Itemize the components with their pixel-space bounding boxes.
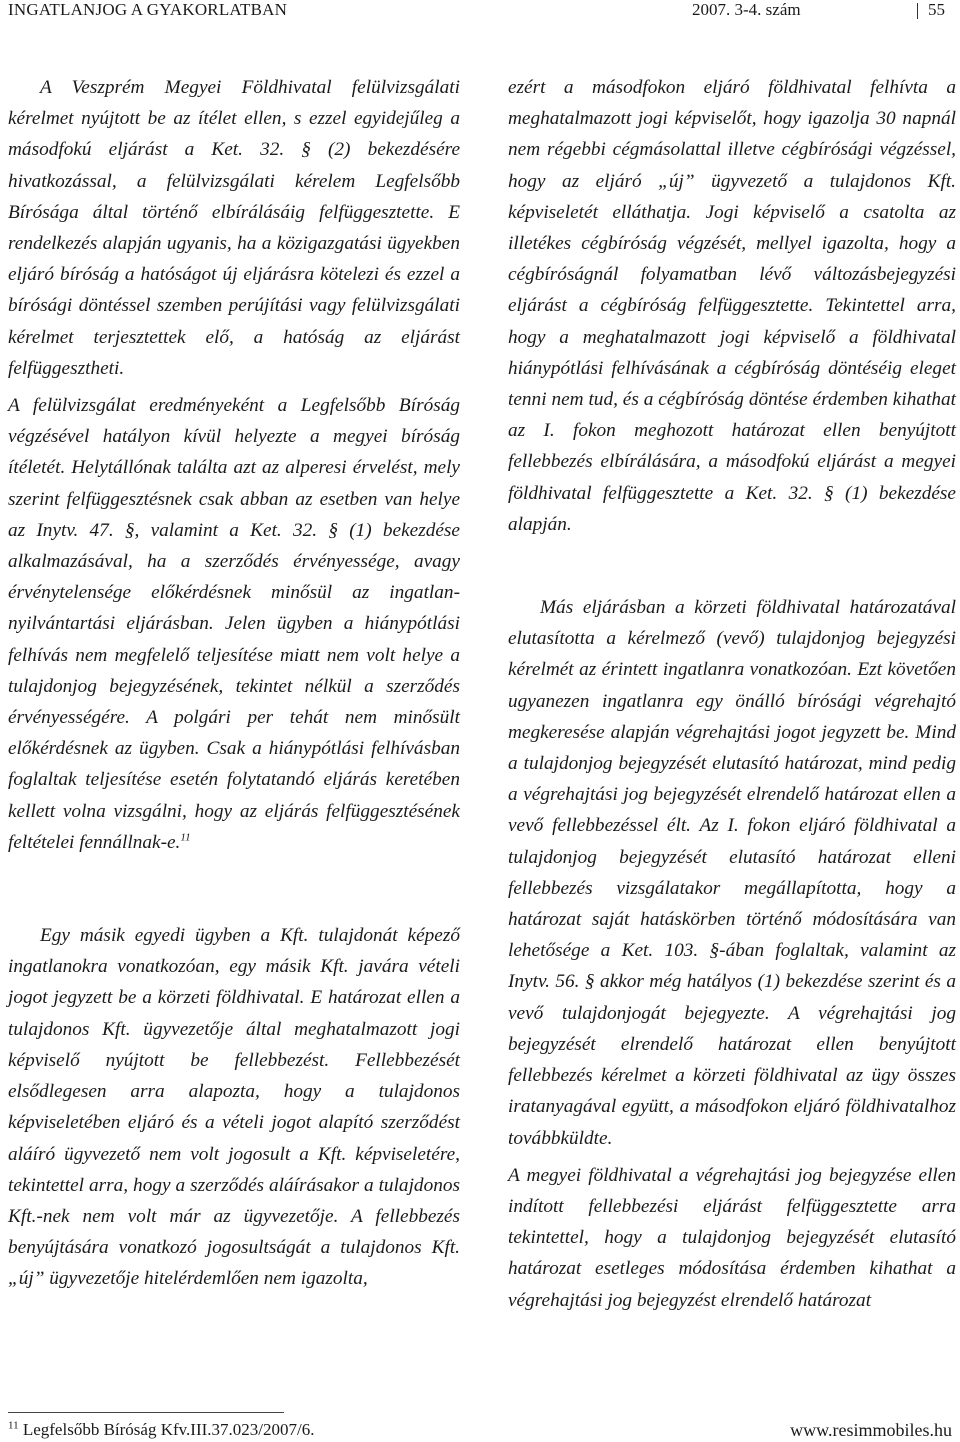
footnote-ref: 11 — [180, 831, 191, 844]
footnote — [8, 1420, 314, 1440]
right-paragraph-1: ezért a másodfokon eljáró földhivatal felhívta a meghatalmazott jogi képviselőt, hogy igazolja 30 napnál nem régebbi cégmásolattal illetve cégbírósági végzéssel, hogy az eljáró „új” ügyvezető a tulajdonos Kft. képviseletét elláthatja. Jogi képviselő a csatolta az illetékes cégbíróság végzését, mellyel igazolta, hogy a cégbíróságnál folyamatban lévő változásbejegyzési eljárást a cégbíróság felfüggesztette. Tekintettel arra, hogy a meghatalmazott jogi képviselő a földhivatal hiánypótlási felhívásának a cégbíróság döntéséig eleget tenni nem tud, és a cégbíróság döntése érdemben kihathat az I. fokon meghozott határozat ellen benyújtott fellebbezés elbírálására, a másodfokú eljárást a megyei földhivatal felfüggesztette a Ket. 32. § (1) bekezdése alapján. — [508, 77, 956, 535]
running-header — [8, 0, 952, 30]
left-paragraph-3: Egy másik egyedi ügyben a Kft. tulajdonát képező ingatlanokra vonatkozóan, egy másik Kft. javára vételi jogot jegyzett be a körzeti földhivatal. E határozat ellen a tulajdonos Kft. ügyvezetője által meghatalmazott jogi képviselő nyújtott be fellebbezést. Fellebbezését elsődlegesen arra alapozta, hogy a tulajdonos képviseletében eljáró és a vételi jogot alapító szerződést aláíró ügyvezető nem volt jogosult a Kft. képviseletére, tekintettel arra, hogy a szerződés aláírásakor a tulajdonos Kft.-nek nem volt már az ügyvezetője. A fellebbezés benyújtására vonatkozó jogosultságát a tulajdonos Kft. „új” ügyvezetője hitelérdemlően nem igazolta, — [8, 925, 460, 1290]
right-paragraph-2: Más eljárásban a körzeti földhivatal határozatával elutasította a kérelmező (vevő) tulajdonjog bejegyzési kérelmét az érintett ingatlanra vonatkozóan. Ezt követően ugyanezen ingatlanra egy önálló bírósági végrehajtó megkeresése alapján végrehajtási jogot jegyzett be. Mind a tulajdonjog bejegyzését elutasító határozat, mind pedig a végrehajtási jog bejegyzését elrendelő határozat ellen a vevő fellebbezéssel élt. Az I. fokon eljáró földhivatal a tulajdonjog bejegyzését elutasító határozat elleni fellebbezés vizsgálatakor megállapította, hogy a határozat saját hatáskörben történő módosítására van lehetősége a Ket. 103. §-ában foglaltak, valamint az Inytv. 56. § akkor még hatályos (1) bekezdése szerint és a vevő tulajdonjogát bejegyezte. A végrehajtási jog bejegyzését elrendelő határozat ellen benyújtott fellebbezés kérelmet a körzeti földhivatal az ügy összes iratanyagával együtt, a másodfokon eljáró földhivatalhoz továbbküldte. — [508, 597, 956, 1149]
footnote-rule — [8, 1412, 284, 1413]
right-column — [508, 72, 956, 1316]
left-paragraph-2-text: A felülvizsgálat eredményeként a Legfelsőbb Bíróság végzésével hatályon kívül helyezte a megyei bíróság ítéletét. Helytállónak találta azt az alperesi érvelést, mely szerint felfüggesztésnek csak abban az esetben van helye az Inytv. 47. §, valamint a Ket. 32. § (1) bekezdése alkalmazásával, ha a szerződés érvényessége, avagy érvénytelensége előkérdésnek minősül az ingatlan-nyilvántartási eljárásban. Jelen ügyben a hiánypótlási felhívás nem megfelelő teljesítése miatt nem volt helye a tulajdonjog bejegyzésének, tekintet nélkül a szerződés érvényességére. A polgári per tehát nem minősült előkérdésnek az ügyben. Csak a hiánypótlási felhívásban foglaltak teljesítése esetén folytatandó eljárás keretében kellett volna vizsgálni, hogy az eljárás felfüggesztésének feltételei fennállnak-e. — [8, 395, 460, 853]
issue-date: 2007. 3-4. szám — [692, 0, 801, 19]
journal-title: INGATLANJOG A GYAKORLATBAN — [8, 0, 288, 19]
website-url: www.resimmobiles.hu — [790, 1420, 952, 1440]
left-paragraph-2 — [8, 390, 460, 858]
right-paragraph-3: A megyei földhivatal a végrehajtási jog bejegyzése ellen indított fellebbezési eljárást felfüggesztette arra tekintettel, hogy a tulajdonjog bejegyzését elutasító határozat esetleges módosítása érdemben kihathat a végrehajtási jog bejegyzést elrendelő határozat — [508, 1164, 956, 1311]
page-number: 55 — [928, 0, 945, 19]
header-separator — [917, 3, 918, 19]
footnote-number: 11 — [8, 1419, 19, 1432]
left-column — [8, 72, 460, 1295]
left-paragraph-1: A Veszprém Megyei Földhivatal felülvizsgálati kérelmet nyújtott be az ítélet ellen, s ezzel egyidejűleg a másodfokú eljárást a Ket. 32. § (2) bekezdésére hivatkozással, a felülvizsgálati kérelem Legfelsőbb Bírósága által történő elbírálásáig felfüggesztette. E rendelkezés alapján ugyanis, ha a közigazgatási ügyekben eljáró bíróság a hatóságot új eljárásra kötelezi és ezzel a bírósági döntéssel szemben perújítási vagy felülvizsgálati kérelmet terjesztettek elő, a hatóság az eljárást felfüggesztheti. — [8, 77, 460, 379]
footnote-text: Legfelsőbb Bíróság Kfv.III.37.023/2007/6. — [22, 1420, 315, 1439]
